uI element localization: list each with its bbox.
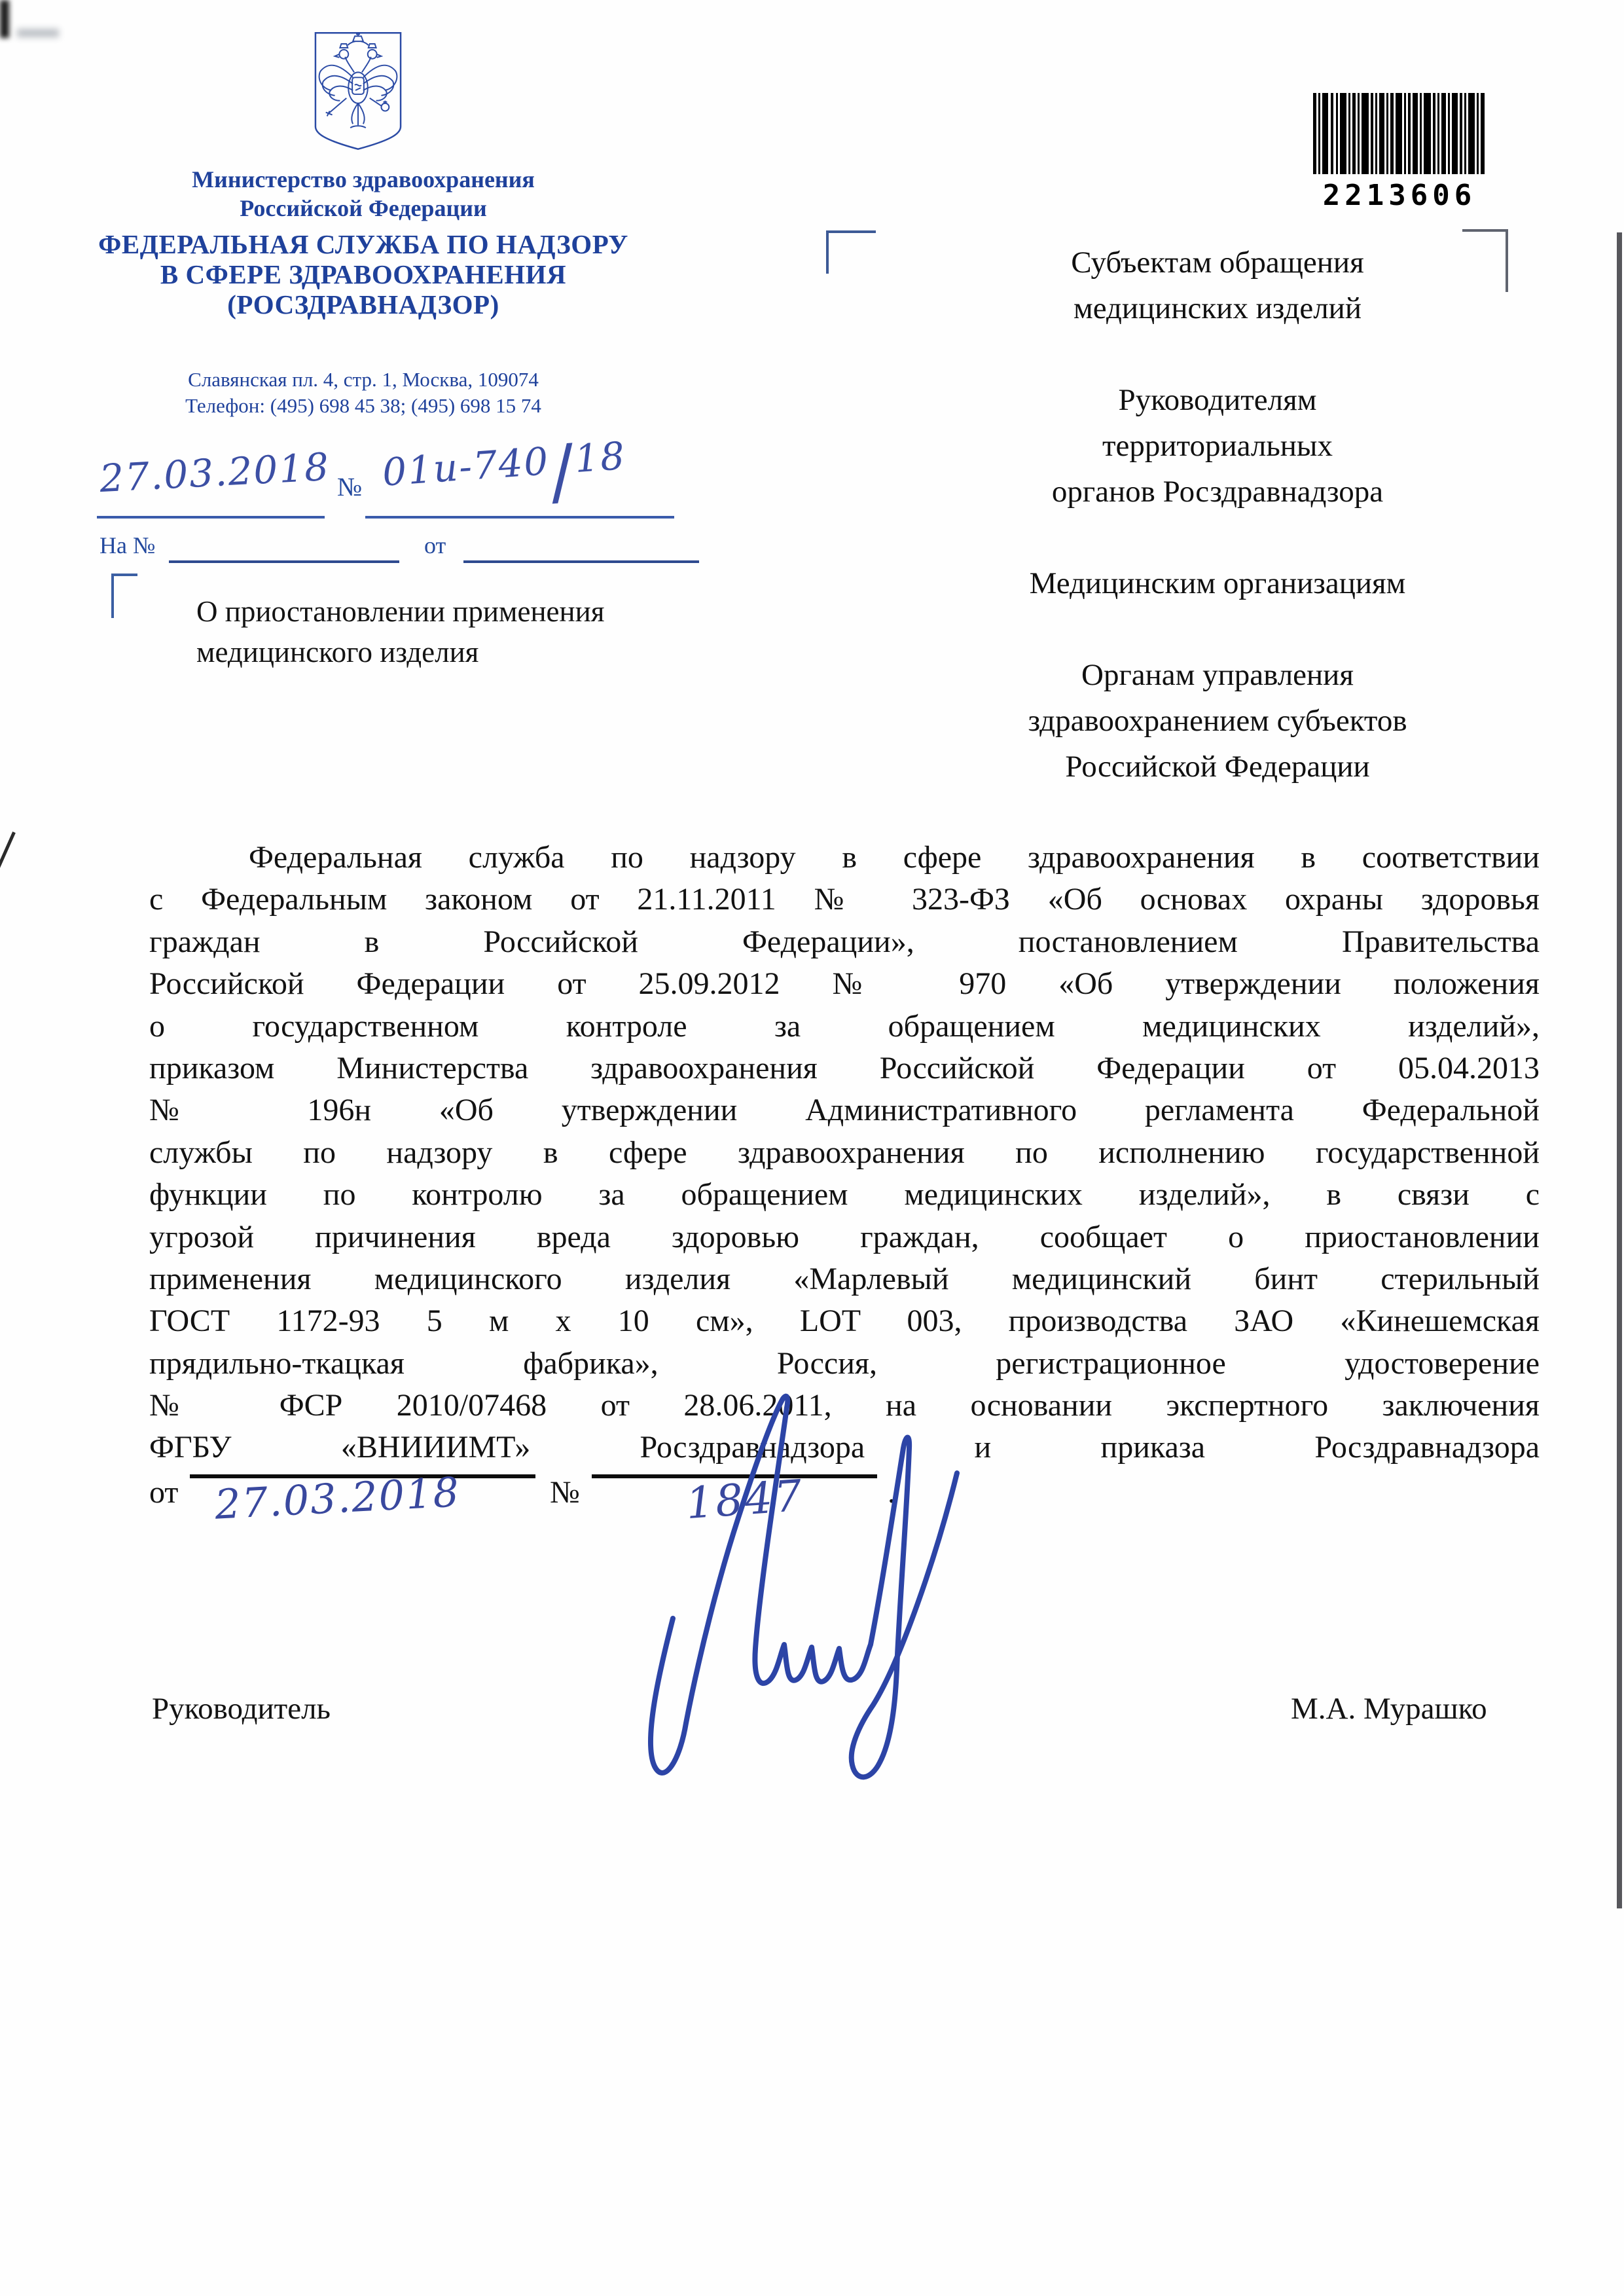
addressee-line: Медицинским организациям — [1029, 566, 1406, 600]
body-line: о государственном контроле за обращением медицинских изделий», — [149, 1008, 1540, 1044]
addressee-line: Российской Федерации — [1065, 750, 1370, 784]
scan-edge-right — [1617, 232, 1622, 1908]
addressee-line: Субъектам обращения — [1071, 246, 1364, 280]
barcode — [1313, 93, 1486, 212]
reply-to-label: На № — [99, 532, 156, 558]
letterhead-contacts — [101, 367, 625, 419]
body-paragraph — [149, 839, 1540, 1472]
order-date-handwritten: 27.03.2018 — [213, 1468, 461, 1529]
pencil-mark — [17, 29, 59, 37]
coat-of-arms-icon — [313, 30, 403, 152]
addressee-corner-bracket — [1462, 229, 1508, 232]
addressee-group — [890, 652, 1545, 790]
body-line: ГОСТ 1172-93 5 м х 10 см», LOT 003, производства ЗАО «Кинешемская — [149, 1303, 1540, 1339]
ministry-line: Российской Федерации — [240, 195, 487, 221]
body-line: ФГБУ «ВНИИИМТ» Росздравнадзора и приказа Росздравнадзора — [149, 1430, 1540, 1465]
subject-line: О приостановлении применения — [196, 595, 605, 628]
body-line: Федеральная служба по надзору в сфере здравоохранения в соответствии — [249, 840, 1540, 875]
addressee-group — [890, 240, 1545, 331]
number-sign: № — [337, 472, 363, 501]
addressee-group — [890, 560, 1545, 606]
service-name — [85, 229, 641, 319]
order-number-sign: № — [550, 1475, 580, 1510]
reply-date-underline — [463, 560, 699, 563]
outgoing-date-handwritten: 27.03.2018 — [98, 444, 331, 501]
signer-name: М.А. Мурашко — [1291, 1692, 1487, 1726]
service-line: ФЕДЕРАЛЬНАЯ СЛУЖБА ПО НАДЗОРУ — [98, 229, 628, 259]
number-underline — [365, 516, 674, 519]
reply-number-underline — [169, 560, 399, 563]
phone-line: Телефон: (495) 698 45 38; (495) 698 15 74 — [185, 394, 541, 417]
addressee-line: органов Росздравнадзора — [1051, 475, 1384, 509]
subject — [196, 591, 694, 672]
subject-corner-bracket — [111, 574, 114, 618]
order-number-handwritten: 1847 — [684, 1470, 806, 1529]
addressee-line: Органам управления — [1081, 658, 1354, 692]
addressee-line: медицинских изделий — [1073, 291, 1362, 325]
sentence-period: . — [888, 1475, 895, 1510]
pen-mark-left-edge — [0, 831, 16, 877]
subject-line: медицинского изделия — [196, 636, 479, 668]
body-line: применения медицинского изделия «Марлевый медицинский бинт стерильный — [149, 1261, 1540, 1296]
addressee-corner-bracket — [826, 230, 829, 274]
reply-from-label: от — [424, 532, 446, 558]
subject-corner-bracket — [111, 574, 137, 576]
date-underline — [97, 516, 325, 519]
body-line: граждан в Российской Федерации», постановлением Правительства — [149, 924, 1540, 959]
body-line: службы по надзору в сфере здравоохранения по исполнению государственной — [149, 1135, 1540, 1170]
barcode-number: 2213606 — [1322, 179, 1477, 212]
ministry-name — [101, 165, 625, 223]
addressee-line: здравоохранением субъектов — [1028, 704, 1407, 738]
signature-ink — [609, 1388, 975, 1794]
outgoing-number-slash: / — [547, 428, 579, 515]
body-line: № ФСР 2010/07468 от 28.06.2011, на основании экспертного заключения — [149, 1388, 1540, 1423]
addressee-corner-bracket — [826, 230, 876, 233]
outgoing-number-left: 01и-740 — [380, 439, 551, 495]
order-from-label: от — [149, 1475, 179, 1510]
barcode-bars — [1313, 93, 1486, 174]
signer-title: Руководитель — [152, 1692, 331, 1726]
body-line: Российской Федерации от 25.09.2012 № 970 «Об утверждении положения — [149, 966, 1540, 1002]
body-line: функции по контролю за обращением медицинских изделий», в связи с — [149, 1177, 1540, 1212]
body-line: приказом Министерства здравоохранения Российской Федерации от 05.04.2013 — [149, 1050, 1540, 1085]
address-line: Славянская пл. 4, стр. 1, Москва, 109074 — [188, 368, 539, 391]
body-line: угрозой причинения вреда здоровью граждан, сообщает о приостановлении — [149, 1219, 1540, 1254]
addressee-group — [890, 377, 1545, 515]
body-line: № 196н «Об утверждении Административного регламента Федеральной — [149, 1093, 1540, 1128]
body-line: прядильно-ткацкая фабрика», Россия, регистрационное удостоверение — [149, 1345, 1540, 1381]
ministry-line: Министерство здравоохранения — [192, 166, 535, 192]
outgoing-number-handwritten — [380, 425, 629, 526]
addressee-line: территориальных — [1102, 429, 1333, 463]
scan-smudge-top-left — [0, 0, 9, 38]
service-line: (РОСЗДРАВНАДЗОР) — [227, 289, 499, 319]
addressee-line: Руководителям — [1118, 383, 1317, 417]
body-line: с Федеральным законом от 21.11.2011 № 323-ФЗ «Об основах охраны здоровья — [149, 882, 1540, 917]
outgoing-number-right: 18 — [573, 433, 628, 482]
service-line: В СФЕРЕ ЗДРАВООХРАНЕНИЯ — [160, 259, 567, 289]
